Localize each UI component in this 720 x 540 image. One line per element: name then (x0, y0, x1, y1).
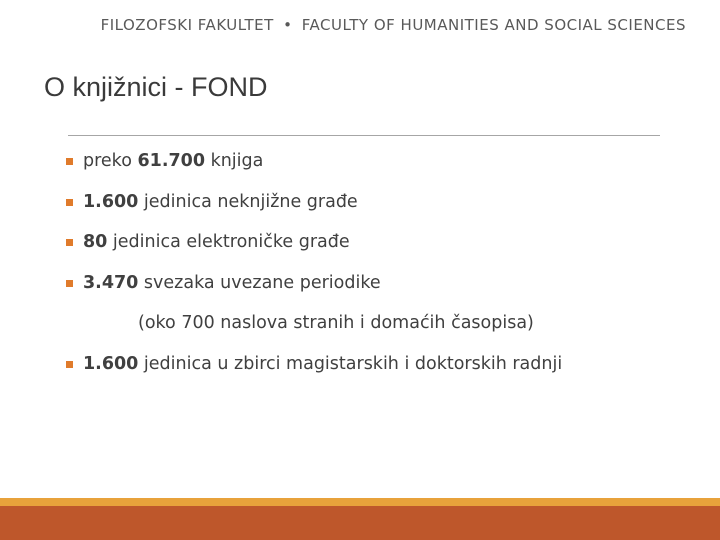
square-bullet-icon (66, 158, 73, 165)
list-item-continuation: (oko 700 naslova stranih i domaćih časopisa) (138, 313, 534, 333)
footer-bar (0, 506, 720, 540)
footer-accent-bar (0, 498, 720, 506)
fund-list (64, 146, 684, 389)
square-bullet-icon (66, 361, 73, 368)
faculty-name-english: FACULTY OF HUMANITIES AND SOCIAL SCIENCES (301, 16, 686, 34)
title-divider (68, 135, 660, 136)
item-count: 80 (83, 232, 108, 252)
item-count: 1.600 (83, 353, 139, 374)
square-bullet-icon (66, 239, 73, 246)
list-item: 80 jedinica elektroničke građe (64, 227, 684, 268)
item-count: 3.470 (83, 272, 139, 293)
item-count: 61.700 (137, 151, 205, 171)
faculty-name-croatian: FILOZOFSKI FAKULTET (100, 16, 274, 34)
square-bullet-icon (66, 199, 73, 206)
logo-separator: • (283, 16, 293, 34)
list-item: 1.600 jedinica u zbirci magistarskih i doktorskih radnji (64, 349, 684, 390)
list-item: preko 61.700 knjiga (64, 146, 684, 187)
square-bullet-icon (66, 280, 73, 287)
faculty-logo (101, 16, 686, 34)
slide-title: O knjižnici - FOND (44, 72, 268, 102)
list-item: 1.600 jedinica neknjižne građe (64, 187, 684, 228)
list-item: 3.470 svezaka uvezane periodike (64, 268, 684, 309)
item-count: 1.600 (83, 191, 139, 212)
